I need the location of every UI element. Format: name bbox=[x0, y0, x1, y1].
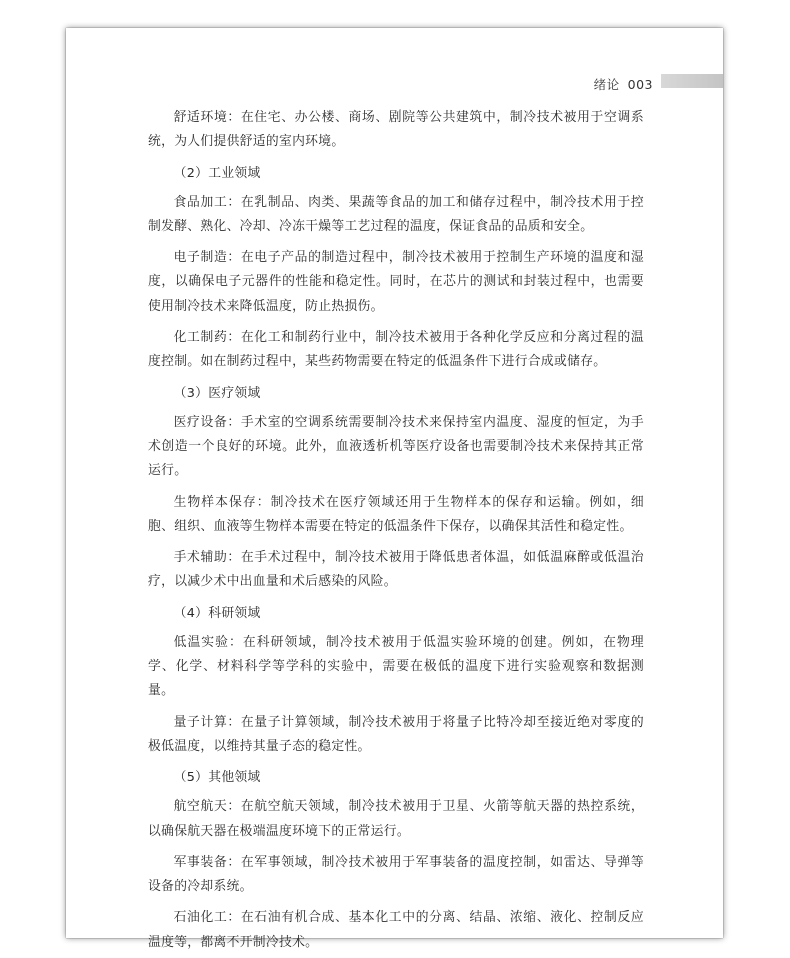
chapter-title: 绪论 bbox=[593, 77, 620, 92]
paragraph-petrochemical: 石油化工：在石油有机合成、基本化工中的分离、结晶、浓缩、液化、控制反应温度等，都离不开制冷技术。 bbox=[148, 910, 644, 950]
paragraph-military: 军事装备：在军事领域，制冷技术被用于军事装备的温度控制，如雷达、导弹等设备的冷却系统。 bbox=[148, 854, 644, 895]
running-header bbox=[66, 74, 723, 94]
section-heading-research: （4）科研领域 bbox=[173, 605, 261, 621]
paragraph-quantum-computing: 量子计算：在量子计算领域，制冷技术被用于将量子比特冷却至接近绝对零度的极低温度，以维持其量子态的稳定性。 bbox=[148, 714, 644, 754]
paragraph-chemical-pharma: 化工制药：在化工和制药行业中，制冷技术被用于各种化学反应和分离过程的温度控制。如在制药过程中，某些药物需要在特定的低温条件下进行合成或储存。 bbox=[148, 330, 644, 370]
paragraph-comfort-environment: 舒适环境：在住宅、办公楼、商场、剧院等公共建筑中，制冷技术被用于空调系统，为人们提供舒适的室内环境。 bbox=[148, 110, 644, 150]
paragraph-medical-equipment: 医疗设备：手术室的空调系统需要制冷技术来保持室内温度、湿度的恒定，为手术创造一个良好的环境。此外，血液透析机等医疗设备也需要制冷技术来保持其正常运行。 bbox=[148, 414, 644, 479]
section-heading-industry: （2）工业领域 bbox=[173, 165, 261, 181]
paragraph-surgery-assist: 手术辅助：在手术过程中，制冷技术被用于降低患者体温，如低温麻醉或低温治疗，以减少术中出血量和术后感染的风险。 bbox=[148, 550, 644, 590]
header-decoration-bar bbox=[661, 74, 723, 88]
section-heading-medical: （3）医疗领域 bbox=[173, 385, 261, 401]
paragraph-biosample-storage: 生物样本保存：制冷技术在医疗领域还用于生物样本的保存和运输。例如，细胞、组织、血液等生物样本需要在特定的低温条件下保存，以确保其活性和稳定性。 bbox=[148, 494, 644, 534]
page-number: 003 bbox=[627, 77, 653, 92]
header-text bbox=[594, 75, 653, 93]
page-body bbox=[148, 106, 644, 958]
paragraph-electronics-manufacturing: 电子制造：在电子产品的制造过程中，制冷技术被用于控制生产环境的温度和湿度，以确保电子元器件的性能和稳定性。同时，在芯片的测试和封装过程中，也需要使用制冷技术来降低温度，防止热损伤。 bbox=[148, 250, 644, 314]
book-page bbox=[66, 28, 723, 950]
paragraph-aerospace: 航空航天：在航空航天领域，制冷技术被用于卫星、火箭等航天器的热控系统，以确保航天器在极端温度环境下的正常运行。 bbox=[148, 799, 644, 839]
paragraph-low-temp-experiment: 低温实验：在科研领域，制冷技术被用于低温实验环境的创建。例如，在物理学、化学、材料科学等学科的实验中，需要在极低的温度下进行实验观察和数据测量。 bbox=[148, 634, 644, 699]
paragraph-food-processing: 食品加工：在乳制品、肉类、果蔬等食品的加工和储存过程中，制冷技术用于控制发酵、熟化、冷却、冷冻干燥等工艺过程的温度，保证食品的品质和安全。 bbox=[148, 194, 644, 234]
section-heading-other: （5）其他领域 bbox=[173, 770, 261, 786]
